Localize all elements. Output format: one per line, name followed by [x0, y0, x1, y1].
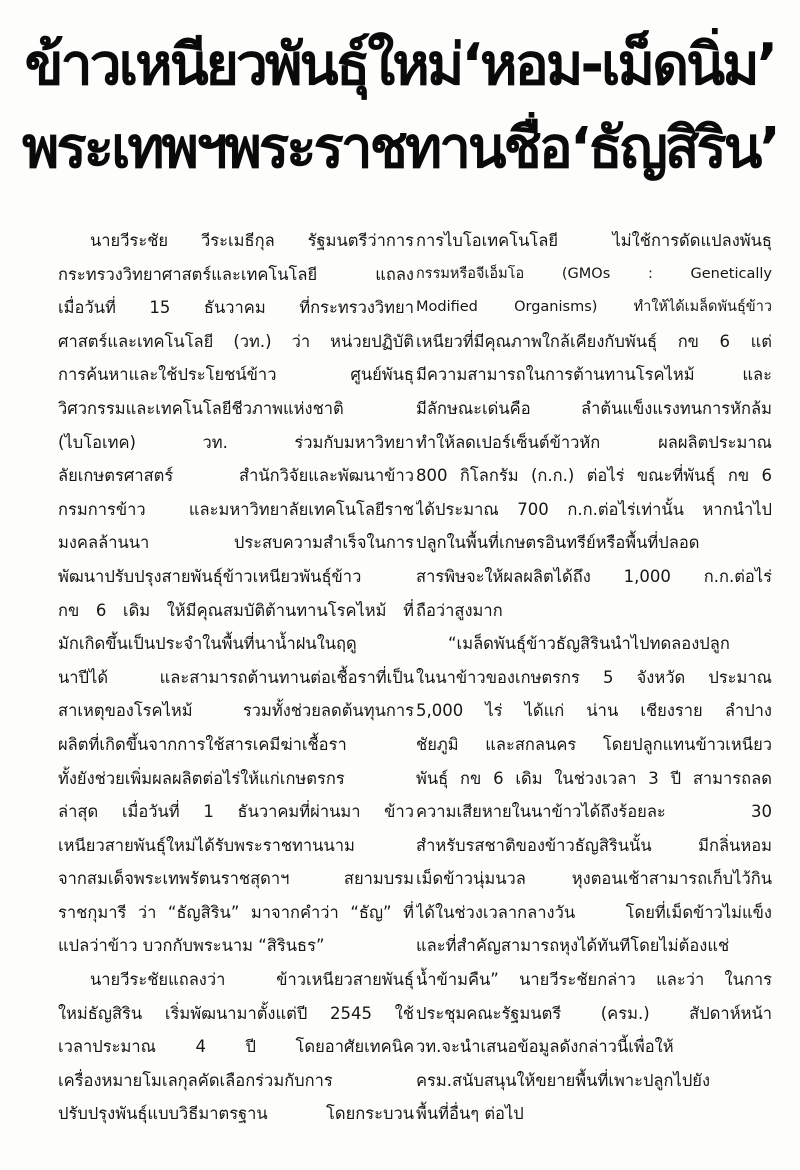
left-line-15: สาเหตุของโรคไหม้ รวมทั้งช่วยลดต้นทุนการ	[58, 701, 414, 721]
right-line-9: ได้ประมาณ 700 ก.ก.ต่อไร่เท่านั้น หากนำไป	[416, 499, 772, 519]
left-line-1: นายวีระชัย วีระเมธีกุล รัฐมนตรีว่าการ	[90, 231, 414, 250]
left-line-26: เครื่องหมายโมเลกุลคัดเลือกร่วมกับการ	[58, 1070, 333, 1090]
left-line-20: จากสมเด็จพระเทพรัตนราชสุดาฯ สยามบรม	[58, 869, 414, 889]
left-line-12: กข 6 เดิม ให้มีคุณสมบัติต้านทานโรคไหม้ ที่	[58, 600, 414, 620]
left-line-4: ศาสตร์และเทคโนโลยี (วท.) ว่า หน่วยปฏิบัติ	[58, 331, 414, 351]
left-line-22: แปลว่าข้าว บวกกับพระนาม “สิรินธร”	[58, 936, 325, 956]
right-line-10: ปลูกในพื้นที่เกษตรอินทรีย์หรือพื้นที่ปลอด	[416, 533, 700, 553]
right-line-20: เม็ดข้าวนุ่มนวล หุงตอนเช้าสามารถเก็บไว้กิน	[416, 869, 772, 889]
left-line-7: (ไบโอเทค) วท. ร่วมกับมหาวิทยา	[58, 432, 414, 452]
left-line-3: เมื่อวันที่ 15 ธันวาคม ที่กระทรวงวิทยา	[58, 298, 414, 318]
right-line-2: กรรมหรือจีเอ็มโอ (GMOs : Genetically	[416, 265, 772, 282]
left-line-21: ราชกุมารี ว่า “ธัญสิริน” มาจากคำว่า “ธัญ” ที่	[58, 902, 414, 922]
left-line-8: ลัยเกษตรศาสตร์ สำนักวิจัยและพัฒนาข้าว	[58, 466, 414, 486]
left-line-23: นายวีระชัยแถลงว่า ข้าวเหนียวสายพันธุ์	[90, 970, 414, 990]
left-line-18: ล่าสุด เมื่อวันที่ 1 ธันวาคมที่ผ่านมา ข้าว	[58, 802, 414, 822]
left-line-14: นาปีได้ และสามารถต้านทานต่อเชื้อราที่เป็น	[58, 667, 414, 687]
right-line-6: มีลักษณะเด่นคือ ลำต้นแข็งแรงทนการหักล้ม	[416, 398, 772, 418]
headline-line-1: ข้าวเหนียวพันธุ์ใหม่‘หอม-เม็ดนิ่ม’	[24, 32, 776, 98]
left-line-13: มักเกิดขึ้นเป็นประจำในพื้นที่นาน้ำฝนในฤดู	[58, 634, 357, 654]
right-line-17: พันธุ์ กข 6 เดิม ในช่วงเวลา 3 ปี สามารถลด	[416, 768, 772, 788]
right-line-19: สำหรับรสชาติของข้าวธัญสิรินนั้น มีกลิ่นหอม	[416, 835, 772, 855]
left-line-11: พัฒนาปรับปรุงสายพันธุ์ข้าวเหนียวพันธุ์ข้าว	[58, 566, 362, 586]
right-line-8: 800 กิโลกรัม (ก.ก.) ต่อไร่ ขณะที่พันธุ์ กข 6	[416, 466, 772, 486]
left-line-16: ผลิตที่เกิดขึ้นจากการใช้สารเคมีฆ่าเชื้อรา	[58, 734, 347, 754]
right-line-25: วท.จะนำเสนอข้อมูลดังกล่าวนี้เพื่อให้	[416, 1037, 674, 1057]
left-line-6: วิศวกรรมและเทคโนโลยีชีวภาพแห่งชาติ	[58, 398, 344, 418]
right-line-4: เหนียวที่มีคุณภาพใกล้เคียงกับพันธุ์ กข 6 แต่	[416, 331, 772, 351]
right-line-26: ครม.สนับสนุนให้ขยายพื้นที่เพาะปลูกไปยัง	[416, 1070, 711, 1090]
left-line-24: ใหม่ธัญสิริน เริ่มพัฒนามาตั้งแต่ปี 2545 ใช้	[58, 1003, 414, 1023]
left-line-5: การค้นหาและใช้ประโยชน์ข้าว ศูนย์พันธุ	[58, 365, 414, 385]
right-line-21: ได้ในช่วงเวลากลางวัน โดยที่เม็ดข้าวไม่แข็ง	[416, 902, 772, 922]
right-line-23: น้ำข้ามคืน” นายวีระชัยกล่าว และว่า ในการ	[416, 970, 772, 990]
headline-line-2: พระเทพฯพระราชทานชื่อ‘ธัญสิริน’	[22, 116, 778, 181]
left-line-27: ปรับปรุงพันธุ์แบบวิธีมาตรฐาน โดยกระบวน	[58, 1104, 414, 1124]
right-line-3: Modified Organisms) ทำให้ได้เมล็ดพันธุ์ข้าว	[416, 299, 772, 316]
left-line-17: ทั้งยังช่วยเพิ่มผลผลิตต่อไร่ให้แก่เกษตรกร	[58, 768, 345, 788]
left-line-10: มงคลล้านนา ประสบความสำเร็จในการ	[58, 533, 414, 553]
right-line-22: และที่สำคัญสามารถหุงได้ทันทีโดยไม่ต้องแช่	[416, 936, 730, 956]
right-line-5: มีความสามารถในการต้านทานโรคไหม้ และ	[416, 365, 772, 385]
right-line-18: ความเสียหายในนาข้าวได้ถึงร้อยละ 30	[416, 802, 772, 822]
left-line-19: เหนียวสายพันธุ์ใหม่ได้รับพระราชทานนาม	[58, 835, 355, 855]
left-line-2: กระทรวงวิทยาศาสตร์และเทคโนโลยี แถลง	[58, 264, 414, 284]
right-line-27: พื้นที่อื่นๆ ต่อไป	[416, 1104, 524, 1124]
left-line-9: กรมการข้าว และมหาวิทยาลัยเทคโนโลยีราช	[58, 499, 414, 519]
right-line-16: ชัยภูมิ และสกลนคร โดยปลูกแทนข้าวเหนียว	[416, 734, 772, 754]
article-left-column	[58, 224, 414, 1131]
right-line-12: ถือว่าสูงมาก	[416, 600, 503, 620]
right-line-13: “เมล็ดพันธุ์ข้าวธัญสิรินนำไปทดลองปลูก	[448, 634, 730, 654]
right-line-1: การไบโอเทคโนโลยี ไม่ใช้การดัดแปลงพันธุ	[416, 231, 772, 250]
right-line-14: ในนาข้าวของเกษตรกร 5 จังหวัด ประมาณ	[416, 667, 772, 687]
article-right-column	[416, 224, 772, 1131]
right-line-7: ทำให้ลดเปอร์เซ็นต์ข้าวหัก ผลผลิตประมาณ	[416, 432, 772, 452]
right-line-24: ประชุมคณะรัฐมนตรี (ครม.) สัปดาห์หน้า	[416, 1003, 772, 1023]
left-line-25: เวลาประมาณ 4 ปี โดยอาศัยเทคนิค	[58, 1037, 414, 1057]
right-line-11: สารพิษจะให้ผลผลิตได้ถึง 1,000 ก.ก.ต่อไร่	[416, 566, 772, 586]
right-line-15: 5,000 ไร่ ได้แก่ น่าน เชียงราย ลำปาง	[416, 701, 772, 721]
